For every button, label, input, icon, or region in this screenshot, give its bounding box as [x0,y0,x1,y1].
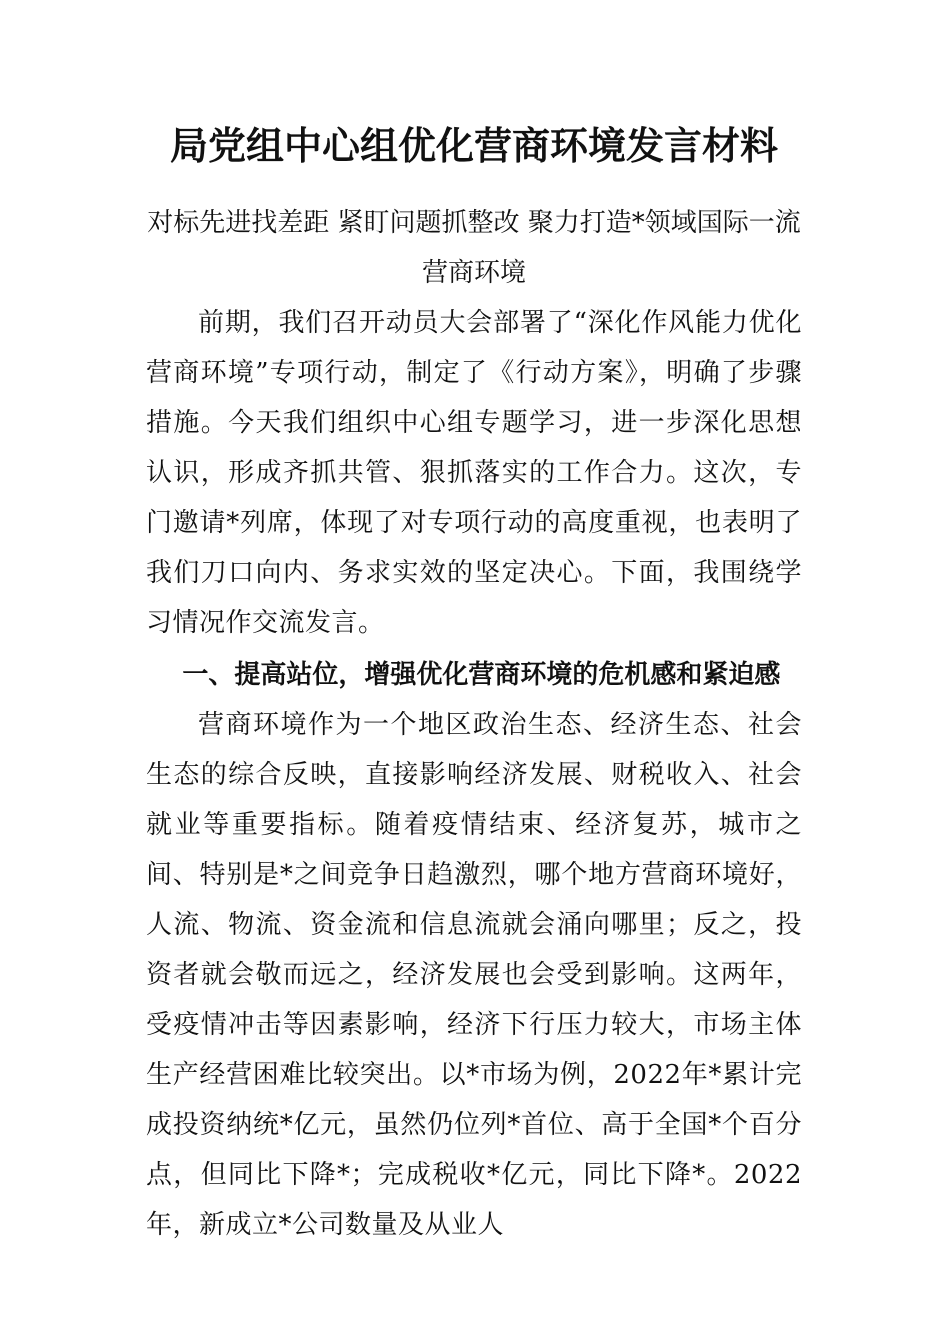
document-page [146,116,802,1250]
document-title: 局党组中心组优化营商环境发言材料 [169,123,778,168]
intro-paragraph: 前期，我们召开动员大会部署了“深化作风能力优化营商环境”专项行动，制定了《行动方案》，明确了步骤措施。今天我们组织中心组专题学习，进一步深化思想认识，形成齐抓共管、狠抓落实的工作合力。这次，专门邀请*列席，体现了对专项行动的高度重视，也表明了我们刀口向内、务求实效的坚定决心。下面，我围绕学习情况作交流发言。 [146,308,802,638]
section-1-paragraph: 营商环境作为一个地区政治生态、经济生态、社会生态的综合反映，直接影响经济发展、财税收入、社会就业等重要指标。随着疫情结束、经济复苏，城市之间、特别是*之间竞争日趋激烈，哪个地方营商环境好，人流、物流、资金流和信息流就会涌向哪里；反之，投资者就会敬而远之，经济发展也会受到影响。这两年，受疫情冲击等因素影响，经济下行压力较大，市场主体生产经营困难比较突出。以*市场为例，2022年*累计完成投资纳统*亿元，虽然仍位列*首位、高于全国*个百分点，但同比下降*；完成税收*亿元，同比下降*。2022年，新成立*公司数量及从业人 [146,710,802,1240]
document-subtitle: 对标先进找差距 紧盯问题抓整改 聚力打造*领域国际一流营商环境 [147,208,801,288]
section-1-heading: 一、提高站位，增强优化营商环境的危机感和紧迫感 [182,660,781,690]
